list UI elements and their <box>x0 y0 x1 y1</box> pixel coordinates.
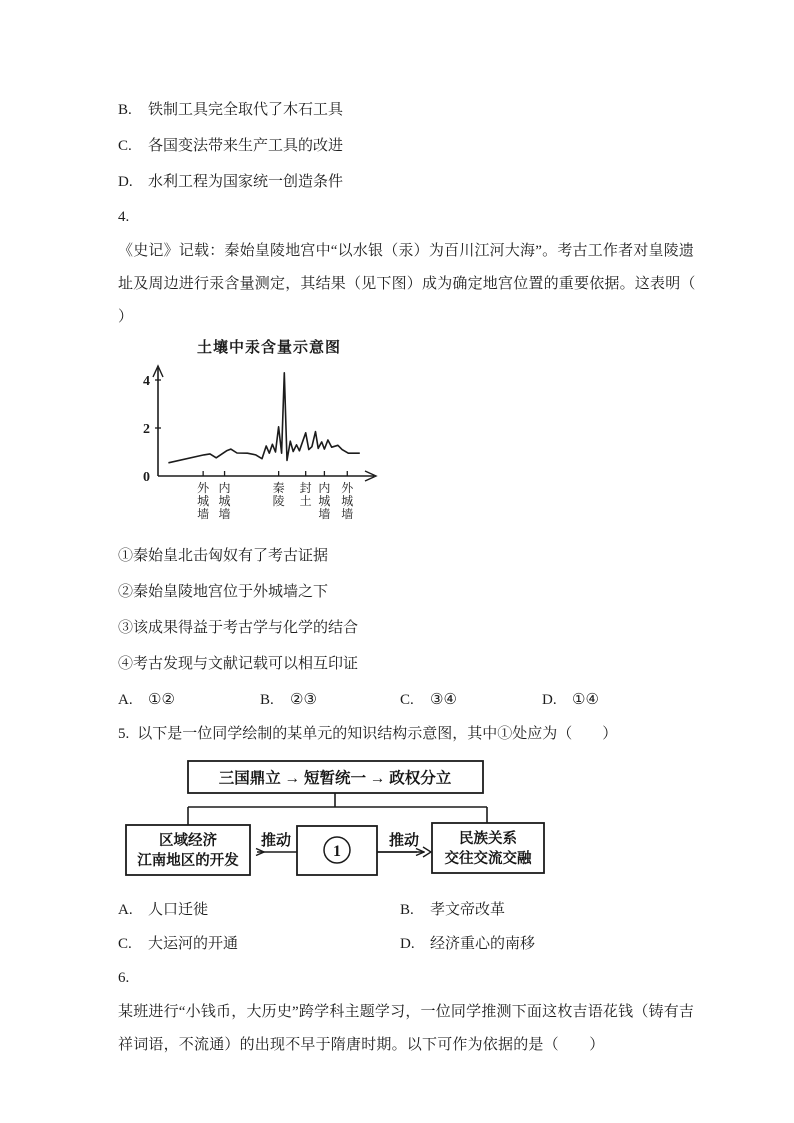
option-text: ②③ <box>290 692 317 708</box>
question-4-options-row <box>118 682 676 718</box>
knowledge-diagram <box>118 757 678 885</box>
carryover-option-d <box>118 164 676 200</box>
option-label: C. <box>400 692 414 708</box>
right-box-line2: 交往交流交融 <box>444 851 532 867</box>
knowledge-diagram-figure <box>118 757 676 885</box>
option-label: D. <box>118 174 133 190</box>
statement-3: ③该成果得益于考古学与化学的结合 <box>118 620 359 636</box>
carryover-option-b <box>118 92 676 128</box>
x-tick-label: 外城墙 <box>197 481 210 521</box>
y-tick-label: 2 <box>143 422 150 437</box>
center-box-digit: 1 <box>333 843 341 860</box>
statement-4: ④考古发现与文献记载可以相互印证 <box>118 656 359 672</box>
option-label: D. <box>542 692 557 708</box>
option-text: ③④ <box>430 692 457 708</box>
question-4-stem-line-1: 《史记》记载：秦始皇陵地宫中“以水银（汞）为百川江河大海”。考古工作者对皇陵遗 <box>118 243 695 259</box>
carryover-option-c <box>118 128 676 164</box>
y-tick-label: 0 <box>143 470 150 485</box>
option-label: B. <box>400 902 414 918</box>
x-tick-label: 封土 <box>299 481 312 508</box>
left-arrow-label: 推动 <box>260 833 292 849</box>
x-tick-label: 内城墙 <box>318 481 331 521</box>
question-4-stem-line-3: ） <box>118 309 134 325</box>
q5-option-a <box>118 893 400 927</box>
q5-option-b <box>400 893 676 927</box>
option-text: 孝文帝改革 <box>430 902 506 918</box>
q5-option-c <box>118 927 400 961</box>
option-label: B. <box>118 102 132 118</box>
statement-1: ①秦始皇北击匈奴有了考古证据 <box>118 548 329 564</box>
x-axis-ticks <box>197 471 354 521</box>
question-4-number: 4. <box>118 209 130 225</box>
q4-option-d <box>542 682 599 718</box>
option-text: 铁制工具完全取代了木石工具 <box>148 102 344 118</box>
option-text: ①④ <box>572 692 599 708</box>
question-4-stem-line-2: 址及周边进行汞含量测定，其结果（见下图）成为确定地宫位置的重要依据。这表明（ <box>118 276 696 292</box>
option-label: A. <box>118 692 133 708</box>
mercury-chart-figure <box>130 338 392 528</box>
q5-option-d <box>400 927 676 961</box>
connector-lines <box>188 793 487 825</box>
statement-2: ②秦始皇陵地宫位于外城墙之下 <box>118 584 329 600</box>
option-text: 人口迁徙 <box>148 902 209 918</box>
option-label: C. <box>118 936 132 952</box>
question-5-options <box>118 893 676 961</box>
q4-option-a <box>118 682 260 718</box>
option-label: C. <box>118 138 132 154</box>
chart-title: 土壤中汞含量示意图 <box>196 340 341 356</box>
question-5-stem-text: 以下是一位同学绘制的某单元的知识结构示意图，其中①处应为（ ） <box>137 726 618 742</box>
x-tick-label: 外城墙 <box>341 481 354 521</box>
option-text: ①② <box>148 692 175 708</box>
chart-axes <box>153 366 376 481</box>
question-6-number: 6. <box>118 970 130 986</box>
option-label: D. <box>400 936 415 952</box>
q4-option-b <box>260 682 400 718</box>
left-box-line1: 区域经济 <box>159 833 217 849</box>
x-tick-label: 内城墙 <box>218 481 231 521</box>
right-arrow-label: 推动 <box>388 833 420 849</box>
top-box-text: 三国鼎立 → 短暂统一 → 政权分立 <box>218 770 452 787</box>
left-box-line2: 江南地区的开发 <box>137 853 239 869</box>
option-text: 各国变法带来生产工具的改进 <box>148 138 344 154</box>
question-6-stem-line-2: 祥词语，不流通）的出现不早于隋唐时期。以下可作为依据的是（ ） <box>118 1037 605 1053</box>
question-5-stem <box>118 718 676 751</box>
mercury-chart <box>130 358 392 528</box>
option-text: 大运河的开通 <box>148 936 239 952</box>
option-text: 水利工程为国家统一创造条件 <box>148 174 344 190</box>
question-5-number: 5. <box>118 726 130 742</box>
option-label: A. <box>118 902 133 918</box>
question-6-stem-line-1: 某班进行“小钱币，大历史”跨学科主题学习，一位同学推测下面这枚吉语花钱（铸有吉 <box>118 1004 695 1020</box>
right-arrow-head-icon <box>423 847 431 857</box>
y-tick-label: 4 <box>143 374 150 389</box>
x-tick-label: 秦陵 <box>272 481 285 508</box>
option-text: 经济重心的南移 <box>430 936 536 952</box>
option-label: B. <box>260 692 274 708</box>
mercury-line-series <box>168 373 359 463</box>
q4-option-c <box>400 682 542 718</box>
right-box-line1: 民族关系 <box>459 831 517 847</box>
